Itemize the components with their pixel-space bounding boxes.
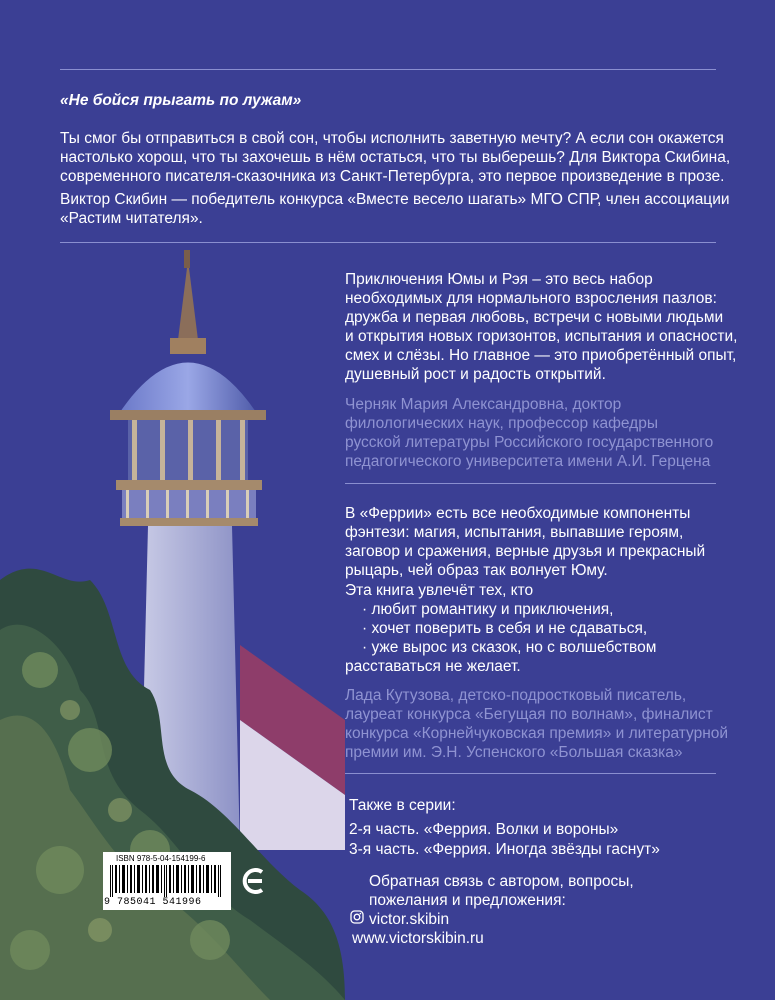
section-rule: [60, 242, 716, 243]
review-author-line: премии им. Э.Н. Успенского «Большая сказка»: [345, 744, 683, 761]
credentials-line: «Растим читателя».: [60, 210, 203, 227]
description-line: современного писателя-сказочника из Санкт-Петербурга, это первое произведение в прозе.: [60, 168, 725, 185]
contact-line: пожелания и предложения:: [369, 892, 566, 909]
review-bullet: · любит романтику и приключения,: [362, 601, 614, 618]
review-line: и открытия новых горизонтов, испытания и опасности,: [345, 328, 738, 345]
credentials-line: Виктор Скибин — победитель конкурса «Вместе весело шагать» МГО СПР, член ассоциации: [60, 191, 730, 208]
instagram-icon: [350, 910, 364, 924]
review-author-line: русской литературы Российского государственного: [345, 434, 714, 451]
review-line: рыцарь, чей образ так волнует Юму.: [345, 562, 608, 579]
review-bullet: · уже вырос из сказок, но с волшебством: [362, 639, 657, 656]
review-author-line: конкурса «Корнейчуковская премия» и литературной: [345, 725, 729, 742]
review-line: Приключения Юмы и Рэя – это весь набор: [345, 271, 653, 288]
review-line: необходимых для нормального взросления пазлов:: [345, 290, 717, 307]
instagram-handle[interactable]: victor.skibin: [369, 911, 450, 928]
description-line: настолько хорош, что ты захочешь в нём остаться, что ты выберешь? Для Виктора Скибина,: [60, 149, 731, 166]
review-line: дружба и первая любовь, встречи с новыми людьми: [345, 309, 724, 326]
book-tagline: «Не бойся прыгать по лужам»: [60, 92, 302, 109]
section-rule: [345, 773, 716, 774]
top-rule: [60, 69, 716, 70]
review-bullet: · хочет поверить в себя и не сдаваться,: [362, 620, 648, 637]
website-link[interactable]: www.victorskibin.ru: [352, 930, 484, 947]
series-item: 3-я часть. «Феррия. Иногда звёзды гаснут»: [349, 841, 660, 858]
review-bullet-tail: расставаться не желает.: [345, 658, 521, 675]
review-list-intro: Эта книга увлечёт тех, кто: [345, 582, 534, 599]
review-author-line: педагогического университета имени А.И. Герцена: [345, 453, 711, 470]
section-rule: [345, 483, 716, 484]
series-heading: Также в серии:: [349, 797, 456, 814]
review-author-line: Лада Кутузова, детско-подростковый писатель,: [345, 687, 687, 704]
barcode-number: 9 785041 541996: [104, 897, 202, 908]
review-line: В «Феррии» есть все необходимые компоненты: [345, 505, 691, 522]
isbn-label: ISBN 978-5-04-154199-6: [116, 854, 206, 863]
review-line: смех и слёзы. Но главное — это приобретённый опыт,: [345, 347, 737, 364]
review-line: душевный рост и радость открытий.: [345, 366, 606, 383]
publisher-logo-icon: [240, 862, 268, 900]
description-line: Ты смог бы отправиться в свой сон, чтобы исполнить заветную мечту? А если сон окажется: [60, 130, 724, 147]
series-item: 2-я часть. «Феррия. Волки и вороны»: [349, 821, 619, 838]
review-author-line: лауреат конкурса «Бегущая по волнам», финалист: [345, 706, 713, 723]
review-line: заговор и сражения, верные друзья и прекрасный: [345, 543, 706, 560]
review-author-line: Черняк Мария Александровна, доктор: [345, 396, 622, 413]
review-author-line: филологических наук, профессор кафедры: [345, 415, 658, 432]
contact-line: Обратная связь с автором, вопросы,: [369, 873, 634, 890]
barcode-bars: [108, 865, 226, 897]
review-line: фэнтези: магия, испытания, выпавшие героям,: [345, 524, 684, 541]
